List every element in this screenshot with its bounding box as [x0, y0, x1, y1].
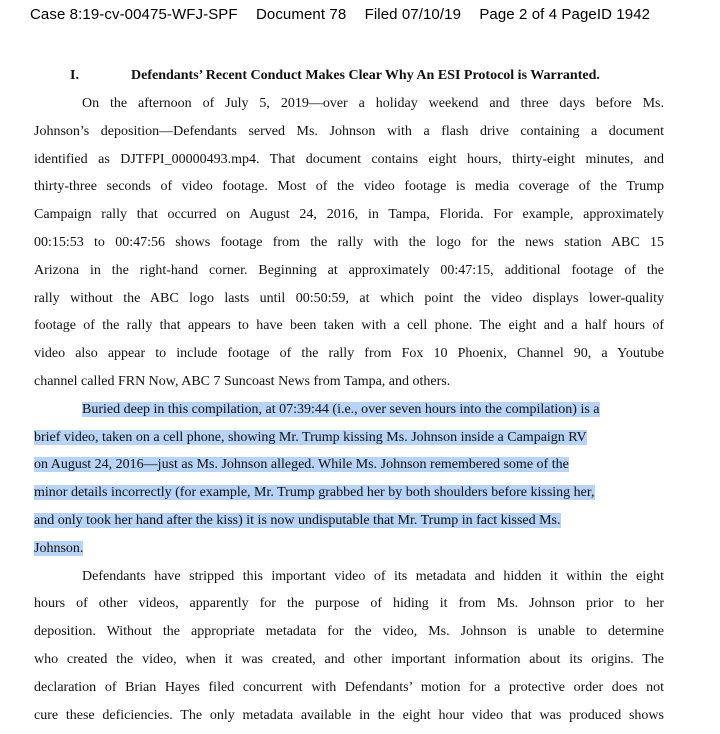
- paragraph-line: identified as DJTFPI_00000493.mp4. That document contains eight hours, thirty-eight minutes, and: [34, 151, 664, 167]
- paragraph-line: Johnson’s deposition—Defendants served Ms. Johnson with a flash drive containing a document: [34, 123, 664, 139]
- highlighted-line[interactable]: and only took her hand after the kiss) it is now undisputable that Mr. Trump in fact kissed Ms.: [34, 512, 561, 528]
- paragraph-line: footage of the rally that appears to have been taken with a cell phone. The eight and a half hours of: [34, 318, 664, 334]
- section-number: I.: [70, 68, 79, 83]
- highlighted-line[interactable]: brief video, taken on a cell phone, showing Mr. Trump kissing Ms. Johnson inside a Campaign RV: [34, 429, 587, 445]
- paragraph-line: declaration of Brian Hayes filed concurrent with Defendants’ motion for a protective order does not: [34, 679, 664, 695]
- paragraph-line: channel called FRN Now, ABC 7 Suncoast News from Tampa, and others.: [34, 373, 451, 389]
- paragraph-line: 00:15:53 to 00:47:56 shows footage from the rally with the logo for the news station ABC 15: [34, 234, 664, 250]
- filed-date: Filed 07/10/19: [364, 6, 462, 23]
- paragraph-3: [34, 563, 664, 730]
- paragraph-line: who created the video, when it was created, and other important information about its origins. The: [34, 651, 664, 667]
- highlighted-line[interactable]: Buried deep in this compilation, at 07:39:44 (i.e., over seven hours into the compilation) is a: [82, 401, 600, 417]
- case-header: [30, 6, 710, 23]
- document-number: Document 78: [255, 6, 347, 23]
- paragraph-line: cure these deficiencies. The only metadata available in the eight hour video that was produced shows: [34, 707, 664, 723]
- document-body: [34, 62, 664, 729]
- paragraph-line: Defendants have stripped this important video of its metadata and hidden it within the eight: [82, 568, 664, 584]
- paragraph-line: deposition. Without the appropriate metadata for the video, Ms. Johnson is unable to determine: [34, 624, 664, 640]
- paragraph-line: On the afternoon of July 5, 2019—over a holiday weekend and three days before Ms.: [82, 96, 664, 111]
- paragraph-2-highlighted[interactable]: [34, 396, 664, 563]
- paragraph-1: [34, 90, 664, 396]
- highlighted-line[interactable]: minor details incorrectly (for example, Mr. Trump grabbed her by both shoulders before kissing her,: [34, 485, 595, 501]
- paragraph-line: rally without the ABC logo lasts until 00:50:59, at which point the video displays lower-quality: [34, 290, 664, 306]
- paragraph-line: Campaign rally that occurred on August 24, 2016, in Tampa, Florida. For example, approximately: [34, 207, 664, 223]
- paragraph-line: thirty-three seconds of video footage. Most of the video footage is media coverage of the Trump: [34, 179, 664, 195]
- section-heading: [34, 62, 664, 90]
- paragraph-line: Arizona in the right-hand corner. Beginning at approximately 00:47:15, additional footage of the: [34, 262, 664, 278]
- page-info: Page 2 of 4 PageID 1942: [479, 6, 651, 23]
- section-title: Defendants’ Recent Conduct Makes Clear Why An ESI Protocol is Warranted.: [131, 68, 600, 83]
- paragraph-line: video also appear to include footage of the rally from Fox 10 Phoenix, Channel 90, a Youtube: [34, 346, 664, 362]
- highlighted-line[interactable]: on August 24, 2016—just as Ms. Johnson alleged. While Ms. Johnson remembered some of the: [34, 457, 569, 473]
- case-number: Case 8:19-cv-00475-WFJ-SPF: [30, 6, 238, 23]
- paragraph-line: hours of other videos, apparently for the purpose of hiding it from Ms. Johnson prior to her: [34, 596, 664, 612]
- highlighted-line[interactable]: Johnson.: [34, 540, 84, 556]
